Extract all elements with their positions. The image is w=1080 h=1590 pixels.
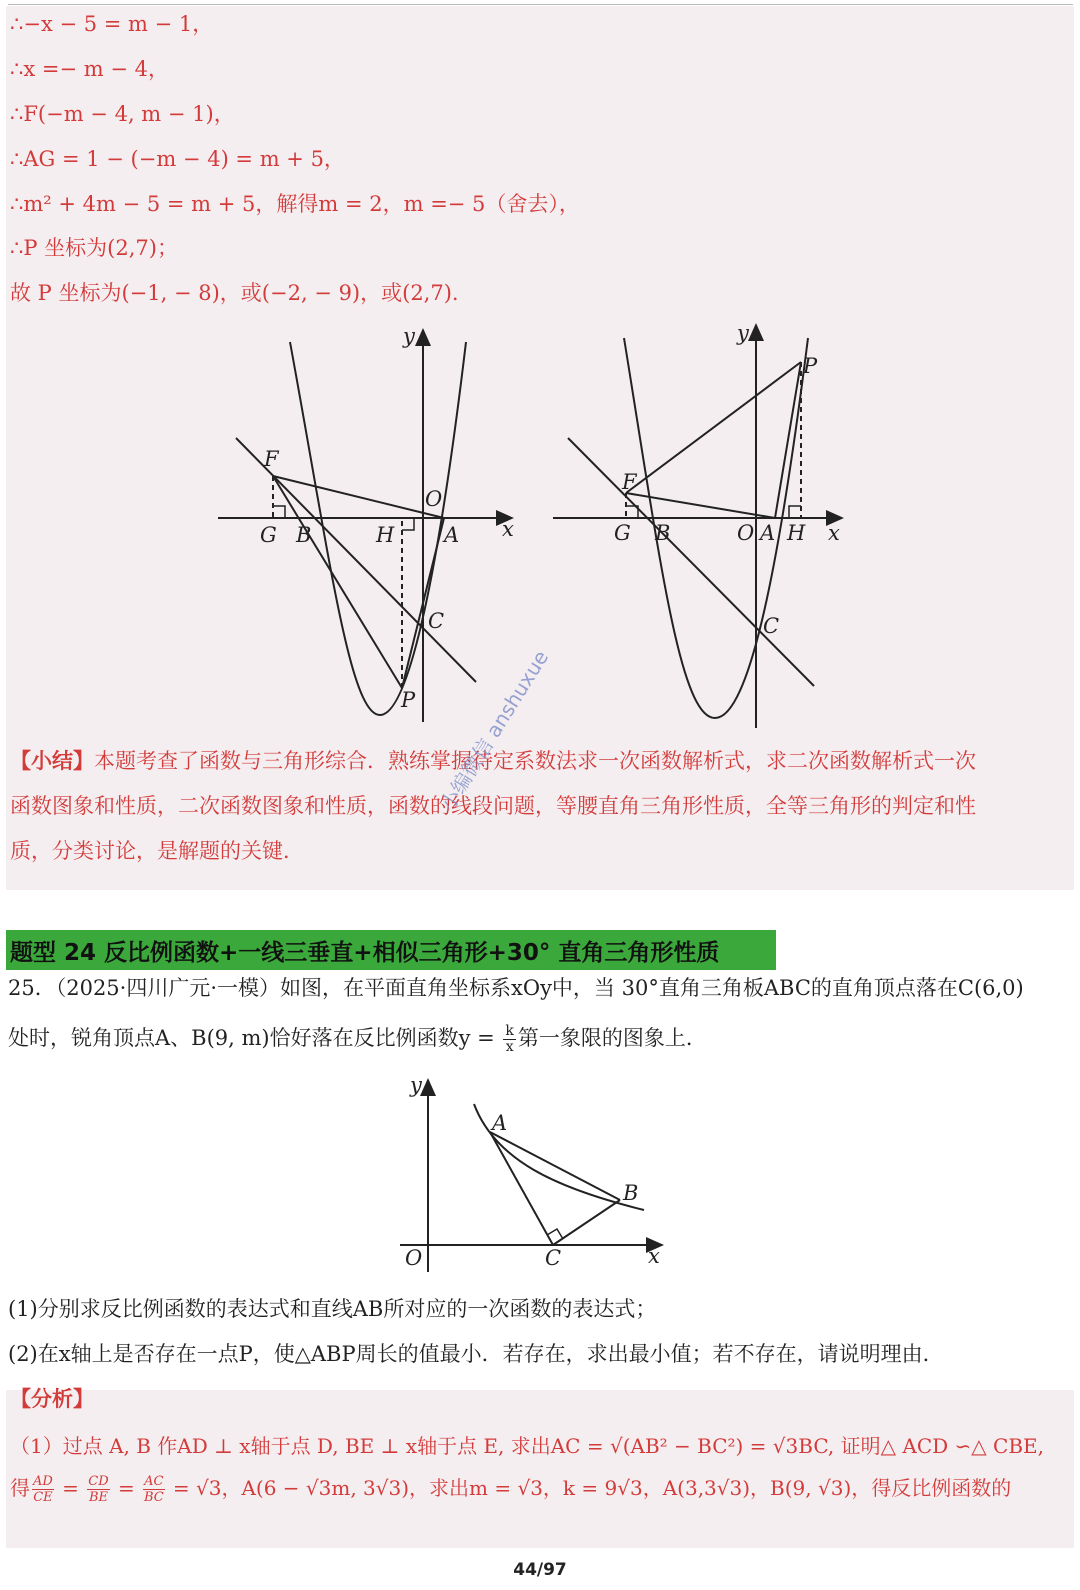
solution-line: ∴P 坐标为(2,7)； [10, 236, 178, 260]
fraction-cd-be [87, 1474, 109, 1505]
fig2-label-y: y [737, 321, 749, 345]
fig3-label-o: O [405, 1246, 423, 1270]
fig2-label-b: B [655, 521, 671, 545]
solution-line: ∴F(−m − 4, m − 1)， [10, 102, 235, 126]
fig2-seg-fa [626, 493, 775, 518]
fraction-numerator: AC [144, 1474, 164, 1489]
fig2-label-g: G [614, 521, 631, 545]
solution-line: ∴x =− m − 4， [10, 57, 169, 81]
problem-line-2 [8, 1022, 707, 1055]
fig1-right-angle-h [402, 518, 414, 530]
fig1-line-fc [236, 438, 476, 682]
fig1-label-f: F [264, 447, 279, 471]
fig1-label-x: x [502, 517, 514, 541]
problem-line-1: 25．（2025·四川广元·一模）如图，在平面直角坐标系xOy中，当 30°直角三角板ABC的直角顶点落在C(6,0) [8, 976, 1024, 1000]
fig1-label-c: C [428, 609, 445, 633]
summary-text-1: 本题考查了函数与三角形综合．熟练掌握待定系数法求一次函数解析式，求二次函数解析式一次 [94, 749, 976, 773]
fig3-label-c: C [545, 1246, 562, 1270]
fraction-numerator: k [505, 1023, 514, 1039]
fraction-ad-ce [32, 1474, 54, 1505]
fig3-label-x: x [648, 1244, 660, 1268]
analysis-line-2: 得 $\frac{AD}{CE}$ = $\frac{CD}{BE}$ = $\frac{AC}{BC}$ = √3，A(6 − √3m, 3√3)，求出m = √3，k = 9√3，A(3,3√3)，B(9, √3)，得反比例函数的 [10, 1474, 1012, 1505]
fig1-label-b: B [296, 523, 312, 547]
fig2-right-angle-h [789, 506, 801, 518]
solution-line: ∴AG = 1 − (−m − 4) = m + 5， [10, 147, 345, 171]
fig2-line-fc [568, 438, 814, 686]
fraction-denominator: CE [33, 1490, 53, 1505]
problem-line-2-pre: 处时，锐角顶点A、B(9, m)恰好落在反比例函数y = [8, 1026, 502, 1050]
fraction-denominator: BC [143, 1490, 164, 1505]
fig2-label-a: A [760, 521, 776, 545]
analysis-line-2-post: = √3，A(6 − √3m, 3√3)，求出m = √3，k = 9√3，A(3,3√3)，B(9, √3)，得反比例函数的 [172, 1476, 1012, 1500]
fig2-label-h: H [787, 521, 806, 545]
fig2-parabola [624, 338, 808, 718]
watermark: 小编微信 anshuxue [435, 646, 554, 815]
page-number: 44/97 [513, 1560, 567, 1580]
fig2-seg-fp [626, 362, 801, 493]
fraction-numerator: AD [33, 1474, 53, 1489]
fig1-seg-fp [273, 476, 402, 688]
analysis-line-1: （1）过点 A, B 作AD ⊥ x轴于点 D, BE ⊥ x轴于点 E, 求出AC = √(AB² − BC²) = √3BC, 证明△ ACD ∽△ CBE, [10, 1434, 1044, 1458]
fig2-label-p: P [803, 354, 818, 378]
fig1-right-angle-g [273, 506, 285, 518]
fig1-label-a: A [444, 523, 460, 547]
fraction-denominator: BE [88, 1490, 108, 1505]
fig3-label-b: B [623, 1181, 639, 1205]
fraction-k-over-x [503, 1024, 515, 1055]
fig1-label-p: P [401, 688, 416, 712]
fraction-ac-bc [143, 1474, 164, 1505]
fig1-label-h: H [376, 523, 395, 547]
fig3-label-a: A [492, 1111, 508, 1135]
solution-line: ∴m² + 4m − 5 = m + 5，解得m = 2，m =− 5（舍去）， [10, 192, 580, 216]
fig1-label-y: y [403, 324, 415, 348]
problem-line-2-post: 第一象限的图象上． [517, 1026, 707, 1050]
fig1-seg-fa [273, 476, 444, 518]
question-2: (2)在x轴上是否存在一点P，使△ABP周长的值最小．若存在，求出最小值；若不存在，请说明理由． [8, 1342, 944, 1366]
fig2-seg-pa [775, 362, 801, 518]
summary-tag: 【小结】 [10, 749, 94, 773]
summary-line-2: 函数图象和性质，二次函数图象和性质，函数的线段问题，等腰直角三角形性质，全等三角形的判定和性 [10, 794, 976, 818]
fig2-label-o: O [737, 521, 755, 545]
fig2-label-f: F [622, 470, 637, 494]
analysis-line-2-pre: 得 [10, 1476, 30, 1500]
fraction-denominator: x [505, 1039, 514, 1055]
question-1: (1)分别求反比例函数的表达式和直线AB所对应的一次函数的表达式； [8, 1297, 657, 1321]
analysis-tag: 【分析】 [10, 1387, 94, 1411]
fig1-label-g: G [260, 523, 277, 547]
fraction-numerator: CD [88, 1474, 109, 1489]
fig2-label-c: C [763, 614, 780, 638]
section-title: 题型 24 反比例函数+一线三垂直+相似三角形+30° 直角三角形性质 [10, 940, 720, 966]
fig2-label-x: x [828, 521, 840, 545]
top-rule [8, 4, 1073, 5]
solution-line: 故 P 坐标为(−1, − 8)，或(−2, − 9)，或(2,7). [10, 281, 459, 305]
fig3-label-y: y [410, 1073, 422, 1097]
summary-line-3: 质，分类讨论，是解题的关键． [10, 839, 304, 863]
fig1-label-o: O [425, 487, 443, 511]
analysis-panel [6, 1390, 1074, 1548]
solution-line: ∴−x − 5 = m − 1， [10, 12, 214, 36]
summary-line-1 [10, 745, 1070, 775]
triangle-figure [380, 1072, 680, 1282]
